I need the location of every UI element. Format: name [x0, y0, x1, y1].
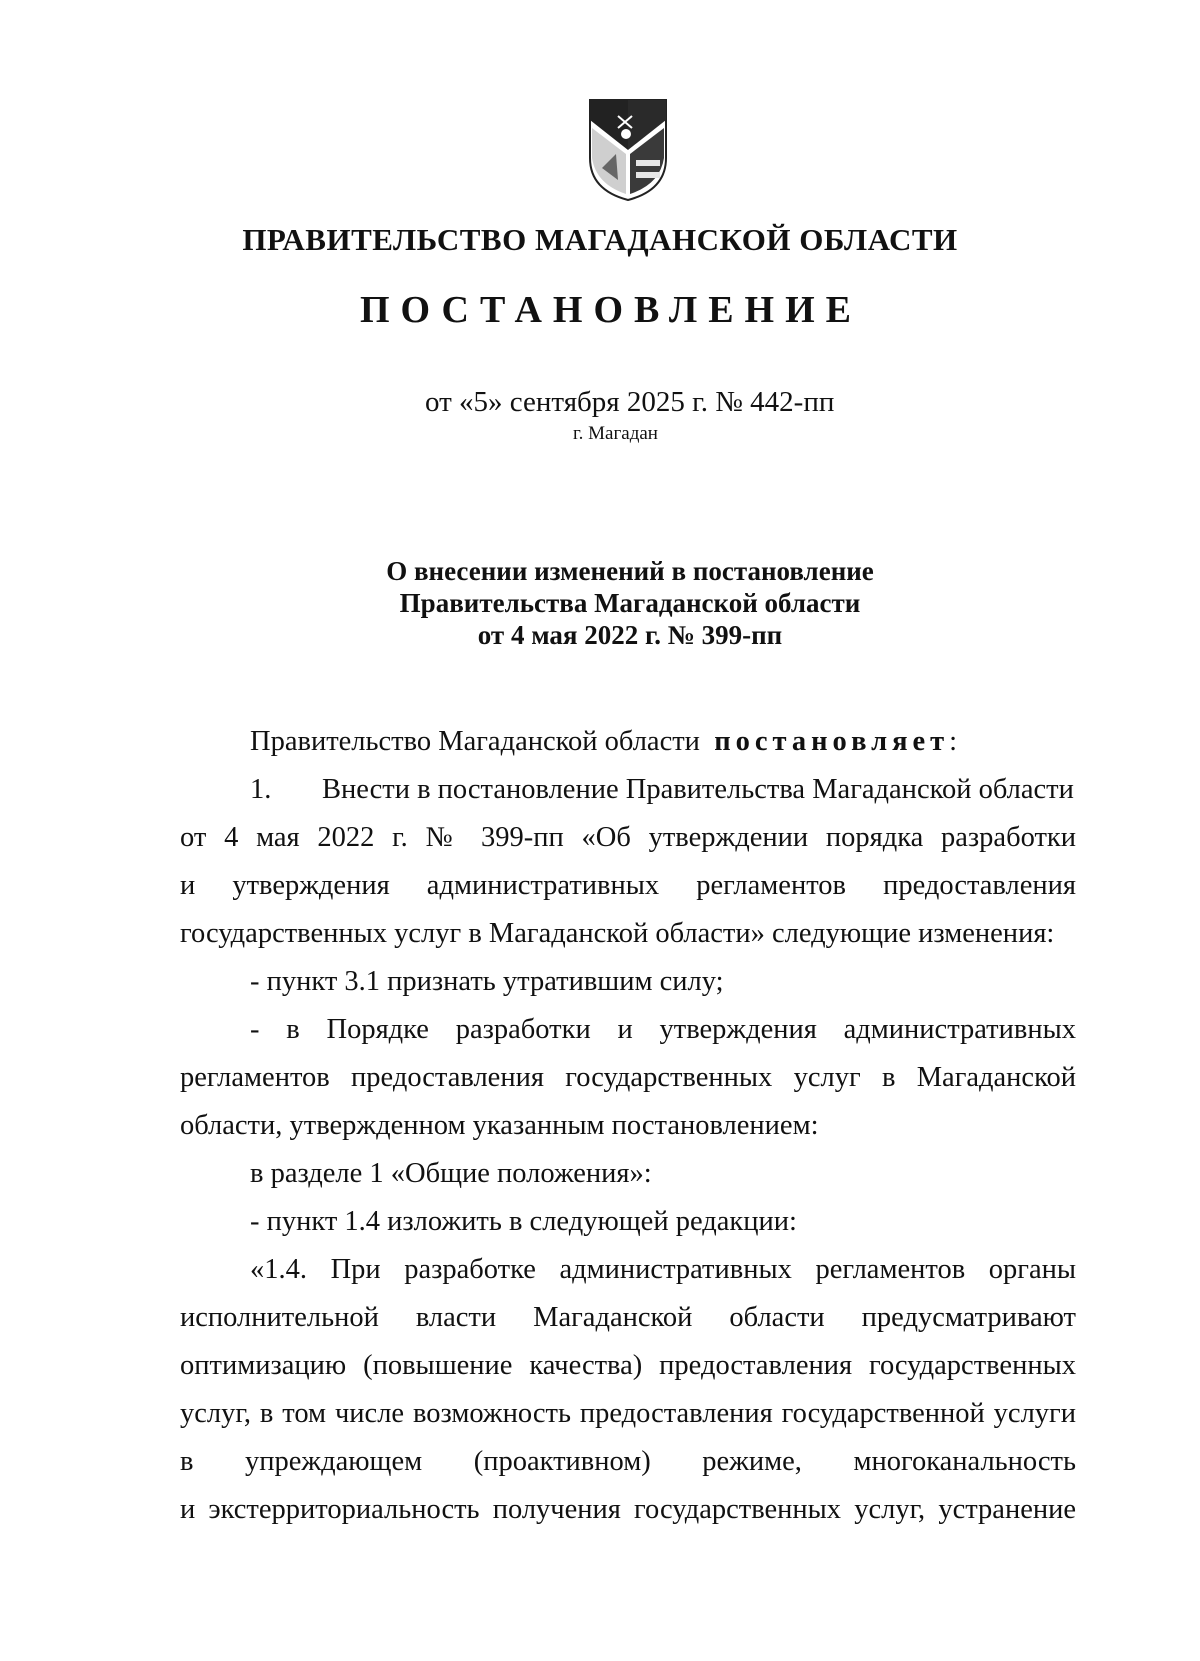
- government-title: ПРАВИТЕЛЬСТВО МАГАДАНСКОЙ ОБЛАСТИ: [242, 222, 958, 257]
- paragraph-line: в разделе 1 «Общие положения»:: [250, 1158, 652, 1189]
- paragraph-line: оптимизацию (повышение качества) предоставления государственных: [180, 1350, 1076, 1381]
- document-date-number: от «5» сентября 2025 г. № 442-пп: [425, 386, 835, 418]
- subject-line: от 4 мая 2022 г. № 399-пп: [477, 620, 783, 650]
- paragraph-line: и экстерриториальность получения государственных услуг, устранение: [180, 1494, 1076, 1525]
- paragraph-line: государственных услуг в Магаданской области» следующие изменения:: [180, 918, 1055, 949]
- paragraph-line: области, утвержденном указанным постановлением:: [180, 1110, 819, 1141]
- paragraph-line: - пункт 1.4 изложить в следующей редакции:: [250, 1206, 797, 1237]
- paragraph-line: услуг, в том числе возможность предоставления государственной услуги: [180, 1398, 1076, 1429]
- document-type-heading: ПОСТАНОВЛЕНИЕ: [359, 289, 863, 331]
- subject-line: Правительства Магаданской области: [399, 588, 861, 618]
- coat-of-arms-emblem: [588, 98, 668, 202]
- decree-intro: [180, 718, 1076, 766]
- document-body: [180, 718, 1076, 1534]
- item-number: 1.: [250, 774, 272, 805]
- document-subject: [0, 555, 1200, 651]
- paragraph-line: и утверждения административных регламентов предоставления: [180, 870, 1076, 901]
- paragraph-line: исполнительной власти Магаданской области предусматривают: [180, 1302, 1076, 1333]
- decree-word: постановляет: [714, 726, 950, 757]
- paragraph-line: «1.4. При разработке административных регламентов органы: [250, 1254, 1076, 1285]
- paragraph-line: в упреждающем (проактивном) режиме, многоканальность: [180, 1446, 1076, 1477]
- paragraph-line: регламентов предоставления государственных услуг в Магаданской: [180, 1062, 1076, 1093]
- document-city: г. Магадан: [573, 423, 658, 444]
- item-1-first-line: [180, 766, 1076, 814]
- item-text: Внести в постановление Правительства Магаданской области: [322, 774, 1074, 805]
- intro-colon: :: [949, 726, 958, 757]
- intro-text: Правительство Магаданской области: [250, 726, 700, 757]
- paragraph-line: - в Порядке разработки и утверждения административных: [250, 1014, 1076, 1045]
- subject-line: О внесении изменений в постановление: [386, 556, 874, 586]
- paragraph-line: - пункт 3.1 признать утратившим силу;: [250, 966, 724, 997]
- paragraph-line: от 4 мая 2022 г. № 399-пп «Об утверждении порядка разработки: [180, 822, 1076, 853]
